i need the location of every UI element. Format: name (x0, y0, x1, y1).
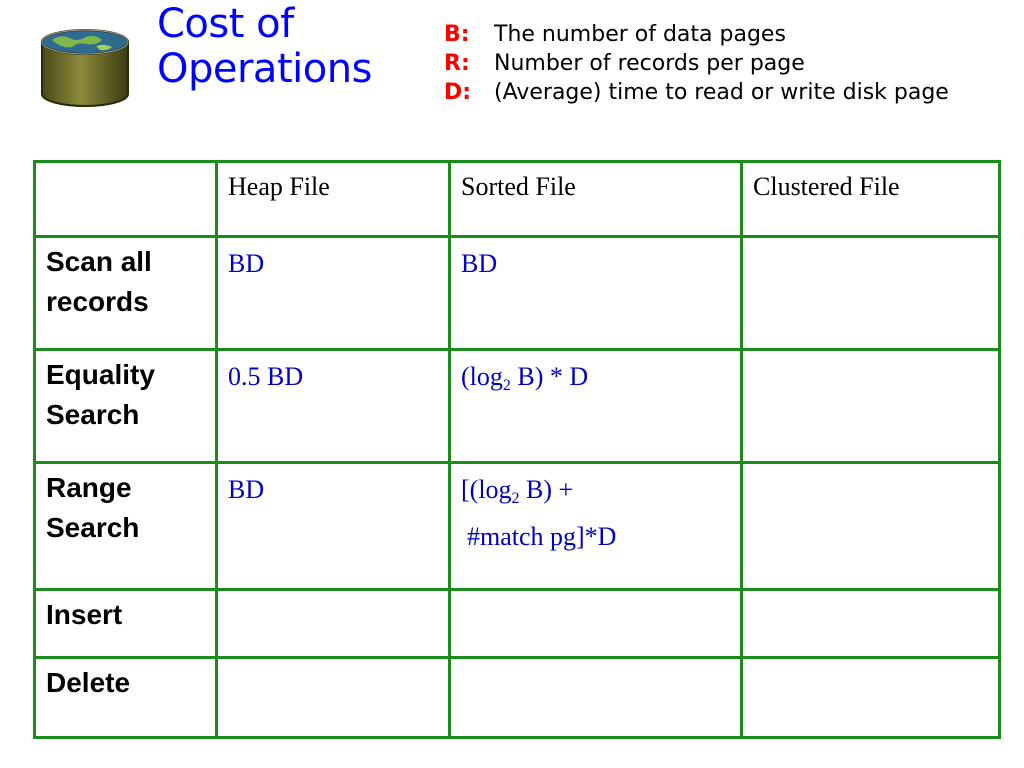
cell-clustered (742, 350, 1000, 463)
cell-clustered (742, 590, 1000, 658)
table-header-row (35, 162, 1000, 237)
formula-part: B) * D (510, 362, 589, 391)
legend-text: The number of data pages (494, 22, 786, 47)
table-row (35, 658, 1000, 738)
legend-item-b (444, 20, 949, 49)
row-label-scan (35, 237, 217, 350)
variable-legend (444, 20, 949, 107)
row-label-line: records (46, 286, 149, 317)
legend-item-r (444, 49, 949, 78)
row-label-line: Search (46, 512, 140, 543)
cell-heap (217, 658, 450, 738)
row-label-equality (35, 350, 217, 463)
legend-text: (Average) time to read or write disk page (494, 80, 949, 105)
cell-sorted: BD (450, 237, 742, 350)
table-row (35, 463, 1000, 590)
row-label-line: Search (46, 399, 140, 430)
slide-title (157, 2, 372, 92)
header-cell-empty (35, 162, 217, 237)
row-label-range (35, 463, 217, 590)
title-line-2: Operations (157, 46, 372, 92)
row-label-line: Range (46, 472, 132, 503)
table-row (35, 350, 1000, 463)
cost-table (33, 160, 1001, 739)
title-line-1: Cost of (157, 1, 294, 47)
row-label-delete: Delete (35, 658, 217, 738)
row-label-insert: Insert (35, 590, 217, 658)
cell-heap: 0.5 BD (217, 350, 450, 463)
legend-text: Number of records per page (494, 51, 805, 76)
table-row (35, 590, 1000, 658)
legend-item-d (444, 78, 949, 107)
formula-line (461, 471, 730, 518)
cell-sorted (450, 590, 742, 658)
header-cell-heap-file: Heap File (217, 162, 450, 237)
legend-key: B: (444, 22, 470, 47)
cell-heap (217, 590, 450, 658)
formula-part: B) + (519, 475, 574, 504)
formula-subscript: 2 (511, 490, 520, 507)
formula-subscript: 2 (502, 377, 511, 394)
cell-sorted (450, 658, 742, 738)
formula-part: (log (461, 362, 503, 391)
legend-key: D: (444, 80, 472, 105)
header-cell-sorted-file: Sorted File (450, 162, 742, 237)
cell-heap: BD (217, 237, 450, 350)
table-row (35, 237, 1000, 350)
database-disk-icon (38, 28, 132, 110)
row-label-line: Scan all (46, 246, 152, 277)
header-cell-clustered-file: Clustered File (742, 162, 1000, 237)
legend-key: R: (444, 51, 470, 76)
cell-sorted (450, 463, 742, 590)
cell-clustered (742, 463, 1000, 590)
cell-clustered (742, 658, 1000, 738)
formula-line: #match pg]*D (467, 522, 617, 551)
cell-sorted (450, 350, 742, 463)
formula-part: [(log (461, 475, 512, 504)
row-label-line: Equality (46, 359, 155, 390)
cell-heap: BD (217, 463, 450, 590)
cell-clustered (742, 237, 1000, 350)
